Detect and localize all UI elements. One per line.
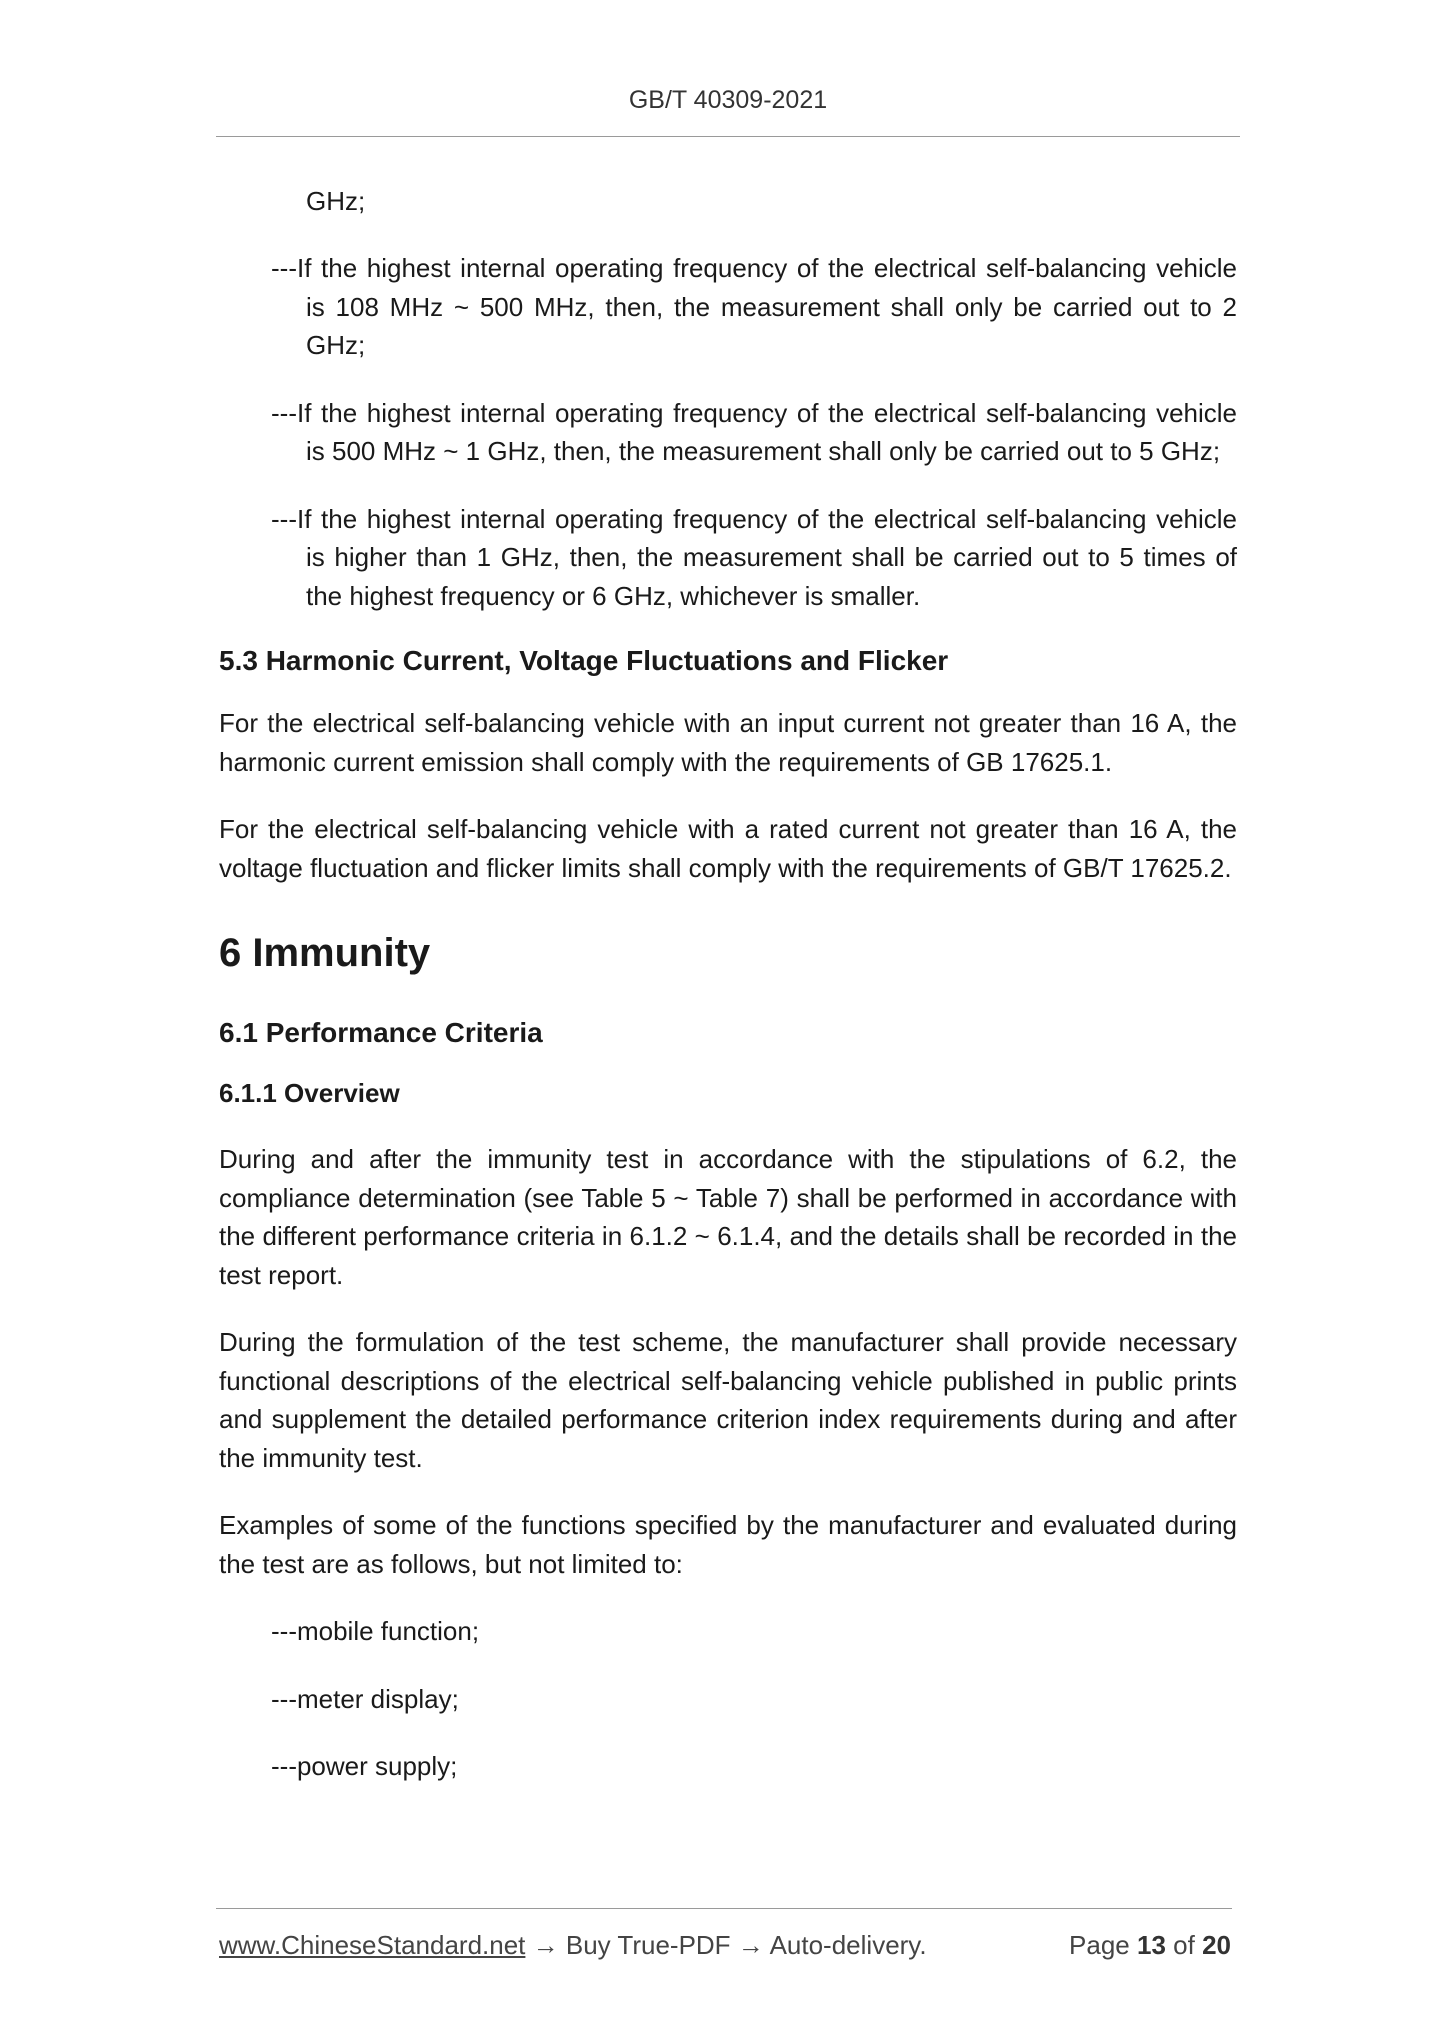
continued-text: GHz; bbox=[306, 186, 366, 216]
footer-promo-text: → Buy True-PDF → Auto-delivery. bbox=[525, 1930, 927, 1960]
current-page: 13 bbox=[1137, 1930, 1166, 1960]
paragraph: During the formulation of the test scheme, the manufacturer shall provide necessary functional descriptions of the electrical self-balancing vehicle published in public prints and supplement the detailed performance criterion index requirements during and after the immunity test. bbox=[219, 1327, 1237, 1473]
website-link[interactable]: www.ChineseStandard.net bbox=[219, 1930, 526, 1960]
page-label: Page bbox=[1069, 1930, 1130, 1960]
of-label: of bbox=[1173, 1930, 1195, 1960]
list-item: ---power supply; bbox=[271, 1751, 458, 1781]
paragraph: During and after the immunity test in accordance with the stipulations of 6.2, the compliance determination (see Table 5 ~ Table 7) shall be performed in accordance with the different performance criteria in 6.1.2 ~ 6.1.4, and the details shall be recorded in the test report. bbox=[219, 1144, 1237, 1290]
document-body bbox=[219, 182, 1237, 1815]
total-pages: 20 bbox=[1202, 1930, 1231, 1960]
paragraph: For the electrical self-balancing vehicle with a rated current not greater than 16 A, the voltage fluctuation and flicker limits shall comply with the requirements of GB/T 17625.2. bbox=[219, 814, 1237, 883]
list-item: ---If the highest internal operating frequency of the electrical self-balancing vehicle is 500 MHz ~ 1 GHz, then, the measurement shall only be carried out to 5 GHz; bbox=[271, 397, 1237, 466]
page-footer bbox=[219, 1930, 1231, 1966]
list-item: ---If the highest internal operating frequency of the electrical self-balancing vehicle is higher than 1 GHz, then, the measurement shall be carried out to 5 times of the highest frequency or 6 GHz, whichever is smaller. bbox=[271, 503, 1237, 611]
section-heading-6-1: 6.1 Performance Criteria bbox=[219, 1017, 543, 1048]
subsection-heading-6-1-1: 6.1.1 Overview bbox=[219, 1078, 400, 1108]
list-item: ---mobile function; bbox=[271, 1616, 480, 1646]
paragraph: For the electrical self-balancing vehicle with an input current not greater than 16 A, the harmonic current emission shall comply with the requirements of GB 17625.1. bbox=[219, 708, 1237, 777]
footer-divider bbox=[216, 1908, 1232, 1909]
header-divider bbox=[216, 136, 1240, 137]
paragraph: Examples of some of the functions specified by the manufacturer and evaluated during the test are as follows, but not limited to: bbox=[219, 1510, 1237, 1579]
list-item: ---meter display; bbox=[271, 1683, 459, 1714]
list-item: ---If the highest internal operating frequency of the electrical self-balancing vehicle is 108 MHz ~ 500 MHz, then, the measurement shall only be carried out to 2 GHz; bbox=[271, 253, 1237, 360]
document-header: GB/T 40309-2021 bbox=[628, 86, 828, 114]
section-heading-5-3: 5.3 Harmonic Current, Voltage Fluctuations and Flicker bbox=[219, 645, 949, 676]
chapter-heading-6: 6 Immunity bbox=[219, 931, 431, 975]
footer-promo bbox=[219, 1930, 927, 1961]
page-number bbox=[1069, 1930, 1231, 1961]
